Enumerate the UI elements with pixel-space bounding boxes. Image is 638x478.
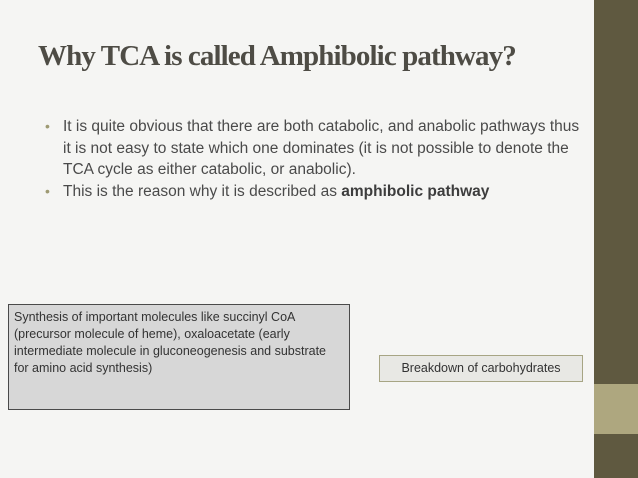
bullet-icon: • [45,118,50,134]
bullet-item-1 [40,116,580,181]
bullet-text-1: It is quite obvious that there are both catabolic, and anabolic pathways thus it is not easy to state which one dominates (it is not possible to denote the TCA cycle as either catabolic, or anabolic). [63,118,580,178]
bullet-item-2 [40,181,580,203]
bullet-icon: • [45,182,50,199]
bullet-bold-phrase: amphibolic pathway [341,182,490,200]
catabolic-description-box: Breakdown of carbohydrates [379,355,583,382]
bullet-list [40,116,580,202]
side-accent-block [594,384,638,434]
anabolic-description-box: Synthesis of important molecules like succinyl CoA (precursor molecule of heme), oxaloacetate (early intermediate molecule in gluconeogenesis and substrate for amino acid synthesis) [8,304,350,410]
slide-title: Why TCA is called Amphibolic pathway? [38,40,516,72]
bullet-text-2: This is the reason why it is described as [63,182,342,200]
